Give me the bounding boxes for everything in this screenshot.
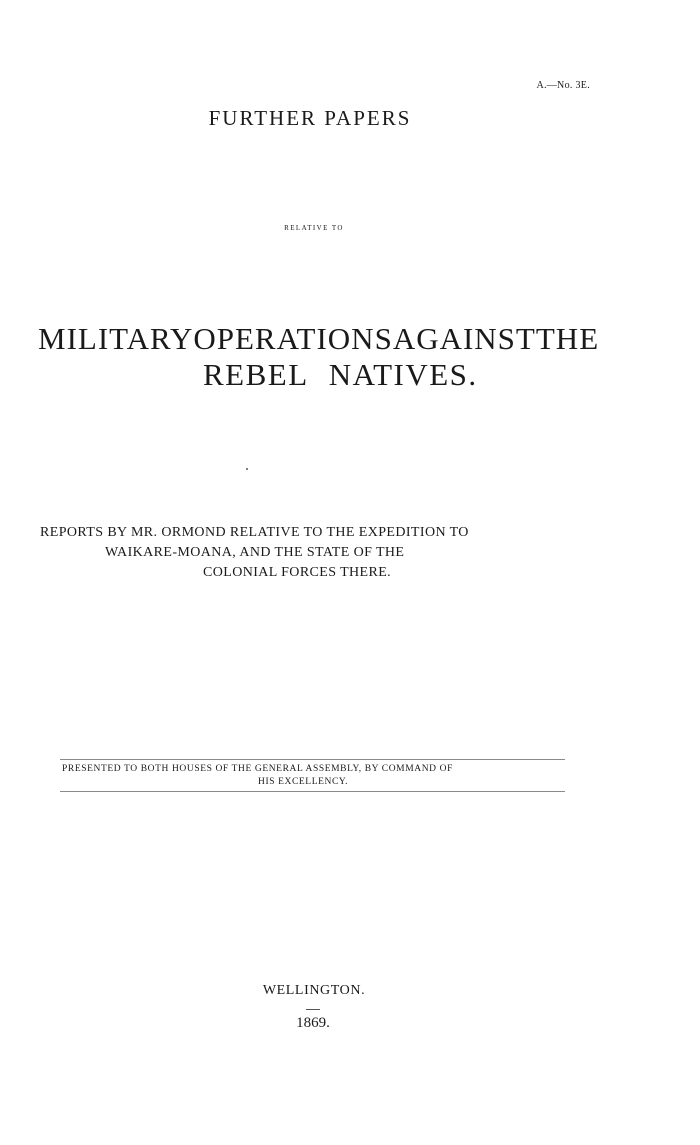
bottom-rule-divider: [60, 791, 565, 792]
stray-print-mark: [246, 468, 248, 470]
imprint-divider-dash: [306, 1009, 320, 1010]
main-title-line-2: REBEL NATIVES.: [203, 357, 478, 392]
presented-statement-line-1: PRESENTED TO BOTH HOUSES OF THE GENERAL ASSEMBLY, BY COMMAND OF: [62, 764, 453, 774]
relative-to-text: RELATIVE TO: [284, 224, 344, 232]
main-title-word: MILITARY: [38, 321, 194, 356]
main-title-line-1: [38, 321, 600, 357]
reports-description-line-1: REPORTS BY MR. ORMOND RELATIVE TO THE EXPEDITION TO: [40, 525, 469, 540]
further-papers-heading: FURTHER PAPERS: [208, 106, 412, 130]
document-reference-number: A.—No. 3E.: [536, 80, 590, 91]
imprint-year: 1869.: [296, 1015, 330, 1031]
presented-statement-line-2: HIS EXCELLENCY.: [258, 777, 349, 787]
main-title-word: THE: [535, 321, 600, 356]
main-title-word: OPERATIONS: [193, 321, 393, 356]
reports-description-line-3: COLONIAL FORCES THERE.: [203, 565, 392, 580]
top-rule-divider: [60, 759, 565, 760]
main-title-word: AGAINST: [392, 321, 536, 356]
imprint-place: WELLINGTON.: [262, 983, 366, 998]
reports-description-line-2: WAIKARE-MOANA, AND THE STATE OF THE: [105, 545, 405, 560]
